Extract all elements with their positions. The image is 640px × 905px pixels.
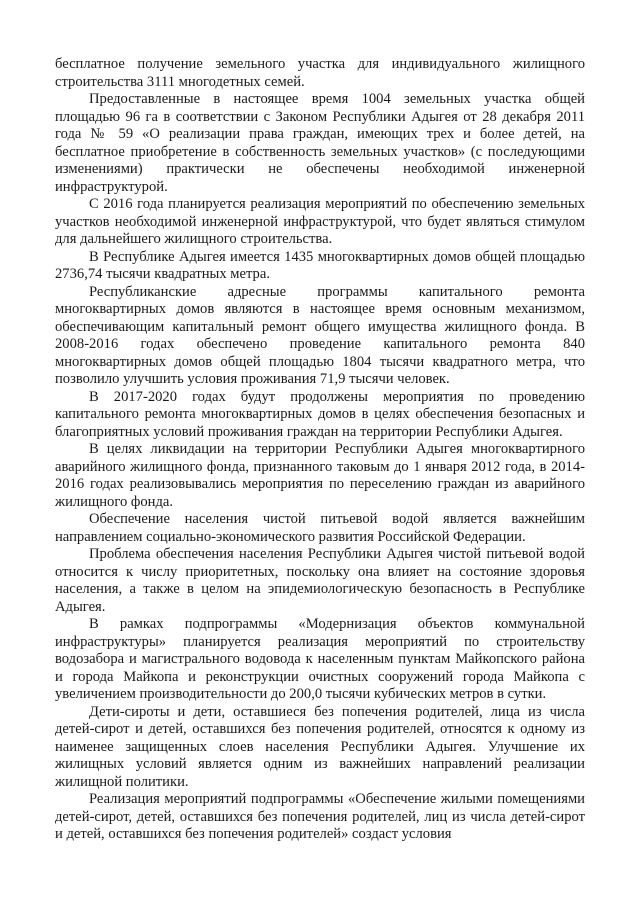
- paragraph-capital-repair: Республиканские адресные программы капитального ремонта многоквартирных домов являются в настоящее время основным механизмом, обеспечивающим капитальный ремонт общего имущества жилищного фонда. В 2008-2016 годах обеспечено проведение капитального ремонта 840 многоквартирных домов общей площадью 1804 тысячи квадратного метра, что позволило улучшить условия проживания 71,9 тысячи человек.: [55, 283, 585, 387]
- paragraph-subprogram: Реализация мероприятий подпрограммы «Обеспечение жилыми помещениями детей-сирот, детей, оставшихся без попечения родителей, лиц из числа детей-сирот и детей, оставшихся без попечения родителей» создаст условия: [55, 791, 585, 842]
- paragraph-emergency-housing: В целях ликвидации на территории Республики Адыгея многоквартирного аварийного жилищного фонда, признанного таковым до 1 января 2012 года, в 2014- 2016 годах реализовывались мероприятия по переселению граждан из аварийного жилищного фонда.: [55, 441, 585, 510]
- paragraph-continuation: бесплатное получение земельного участка для индивидуального жилищного строительства 3111 многодетных семей.: [55, 56, 585, 90]
- paragraph-modernization: В рамках подпрограммы «Модернизация объектов коммунальной инфраструктуры» планируется реализация мероприятий по строительству водозабора и магистрального водовода к населенным пунктам Майкопского района и города Майкопа и реконструкции очистных сооружений города Майкопа с увеличением производительности до 200,0 тысячи кубических метров в сутки.: [55, 616, 585, 702]
- paragraph-orphans: Дети-сироты и дети, оставшиеся без попечения родителей, лица из числа детей-сирот и детей, оставшихся без попечения родителей, относятся к одному из наименее защищенных слоев населения Республики Адыгея. Улучшение их жилищных условий является одним из важнейших направлений реализации жилищной политики.: [55, 703, 585, 790]
- paragraph-apartment-buildings: В Республике Адыгея имеется 1435 многоквартирных домов общей площадью 2736,74 тысячи квадратных метра.: [55, 248, 585, 282]
- paragraph-repair-2017-2020: В 2017-2020 годах будут продолжены мероприятия по проведению капитального ремонта многоквартирных домов в целях обеспечения безопасных и благоприятных условий проживания граждан на территории Республики Адыгея.: [55, 388, 585, 440]
- paragraph-water-problem: Проблема обеспечения населения Республики Адыгея чистой питьевой водой относится к числу приоритетных, поскольку она влияет на состояние здоровья населения, а также в целом на эпидемиологическую безопасность в Республике Адыгея.: [55, 546, 585, 615]
- paragraph-infrastructure-plan: С 2016 года планируется реализация мероприятий по обеспечению земельных участков необходимой инженерной инфраструктурой, что будет являться стимулом для дальнейшего жилищного строительства.: [55, 196, 585, 247]
- document-body: [55, 56, 585, 844]
- paragraph-land-plots: Предоставленные в настоящее время 1004 земельных участка общей площадью 96 га в соответствии с Законом Республики Адыгея от 28 декабря 2011 года № 59 «О реализации права граждан, имеющих трех и более детей, на бесплатное приобретение в собственность земельных участков» (с последующими изменениями) практически не обеспечены необходимой инженерной инфраструктурой.: [55, 91, 585, 195]
- paragraph-drinking-water: Обеспечение населения чистой питьевой водой является важнейшим направлением социально-экономического развития Российской Федерации.: [55, 511, 585, 545]
